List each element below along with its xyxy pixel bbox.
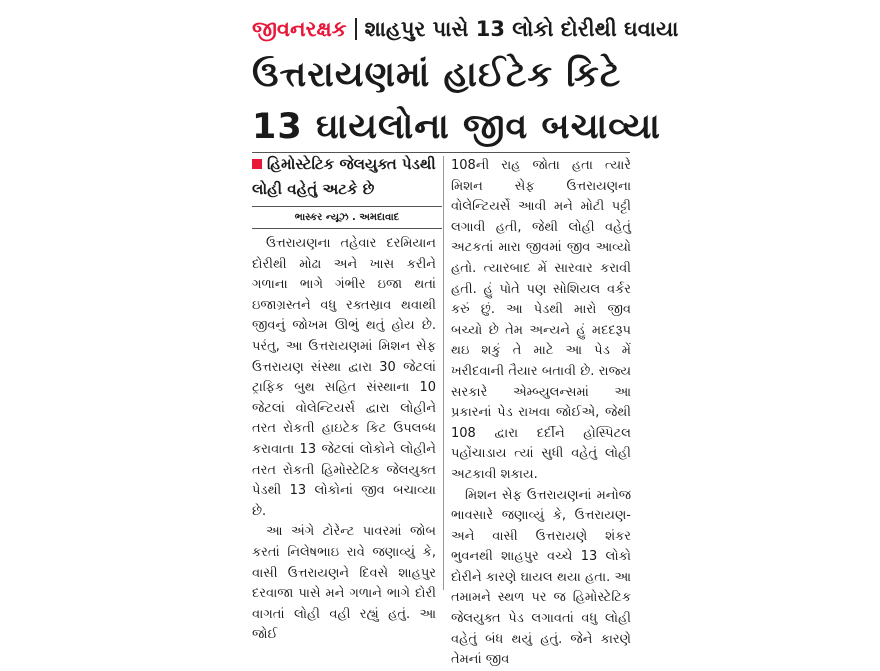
headline-line-2: 13 ઘાયલોના જીવ બચાવ્યા — [252, 107, 661, 147]
paragraph: મિશન સેફ ઉત્તરાયણનાં મનોજ ભાવસારે જણાવ્યું કે, ઉત્તરાયણ-અને વાસી ઉત્તરાયણે શંકર ભુવનથી શાહપુર વચ્ચે 13 લોકો દોરીને કારણે ઘાયલ થયા હતા. આ તમામને સ્થળ પર જ હિમોસ્ટેટિક જેલયુક્ત પેડ લગાવતાં વધુ લોહી વહેતું બંધ થયું હતું. જેને કારણે તેમનાં જીવ — [451, 487, 631, 668]
subhead — [252, 152, 442, 202]
paragraph: 108ની રાહ જોતા હતા ત્યારે મિશન સેફ ઉત્તરાયણના વોલેન્ટિયર્સે આવી મને મોટી પટ્ટી લગાવી હતી, જેથી લોહી વહેતું અટકતાં મારા જીવમાં જીવ આવ્યો હતો. ત્યારબાદ મેં સારવાર કરાવી હતી. હું પોતે પણ સોશિયલ વર્કર કરું છું. આ પેડથી મારો જીવ બચ્યો છે તેમ અન્યને હું મદદરૂપ થઇ શકું તે માટે આ પેડ મેં ખરીદવાની તૈયાર બતાવી છે. રાજ્ય સરકારે એમ્બ્યુલન્સમાં આ પ્રકારનાં પેડ રાખવા જોઈએ, જેથી 108 દ્વારા દર્દીને હોસ્પિટલ પહોંચાડાય ત્યાં સુધી વહેતું લોહી અટકાવી શકાય. — [451, 158, 631, 482]
kicker-label: જીવનરક્ષક — [252, 17, 347, 41]
square-bullet-icon — [252, 159, 262, 169]
paragraph: ઉત્તરાયણના તહેવાર દરમિયાન દોરીથી મોઢા અને ખાસ કરીને ગળાના ભાગે ગંભીર ઇજા થતાં ઇજાગ્રસ્તને વધુ રક્તસ્રાવ થવાથી જીવનું જોખમ ઊભું થતું હોય છે. પરંતુ, આ ઉત્તરાયણમાં મિશન સેફ ઉત્તરાયણ સંસ્થા દ્વારા 30 જેટલાં ટ્રાફિક બુથ સહિત સંસ્થાના 10 જેટલાં વોલેન્ટિયર્સ દ્વારા લોહીને તરત રોકતી હાઇટેક કિટ ઉપલબ્ધ કરાવાતા 13 જેટલાં લોકોને લોહીને તરત રોકતી હિમોસ્ટેટિક જેલયુક્ત પેડથી 13 લોકોનાં જીવ બચાવ્યા છે. — [252, 236, 436, 519]
headline-line-1: ઉત્તરાયણમાં હાઈટેક કિટે — [252, 55, 622, 95]
kicker-divider — [355, 18, 357, 40]
byline-rule-top — [252, 206, 442, 207]
article-column-right — [451, 156, 631, 671]
kicker-line — [252, 14, 678, 44]
article-column-left — [252, 234, 436, 646]
subhead-text: હિમોસ્ટેટિક જેલયુક્ત પેડથી લોહી વહેતું અટકે છે — [252, 155, 436, 198]
byline: ભાસ્કર ન્યૂઝ . અમદાવાદ — [294, 212, 400, 223]
paragraph: આ અંગે ટોરેન્ટ પાવરમાં જોબ કરતાં નિલેષભાઇ રાવે જણાવ્યું કે, વાસી ઉત્તરાયણને દિવસે શાહપુર દરવાજા પાસે મને ગળાને ભાગે દોરી વાગતાં લોહી વહી રહ્યું હતું. આ જોઈ — [252, 524, 436, 643]
byline-rule-bottom — [252, 228, 442, 229]
kicker-text: શાહપુર પાસે 13 લોકો દોરીથી ઘવાયા — [364, 17, 679, 41]
column-divider — [443, 156, 444, 590]
